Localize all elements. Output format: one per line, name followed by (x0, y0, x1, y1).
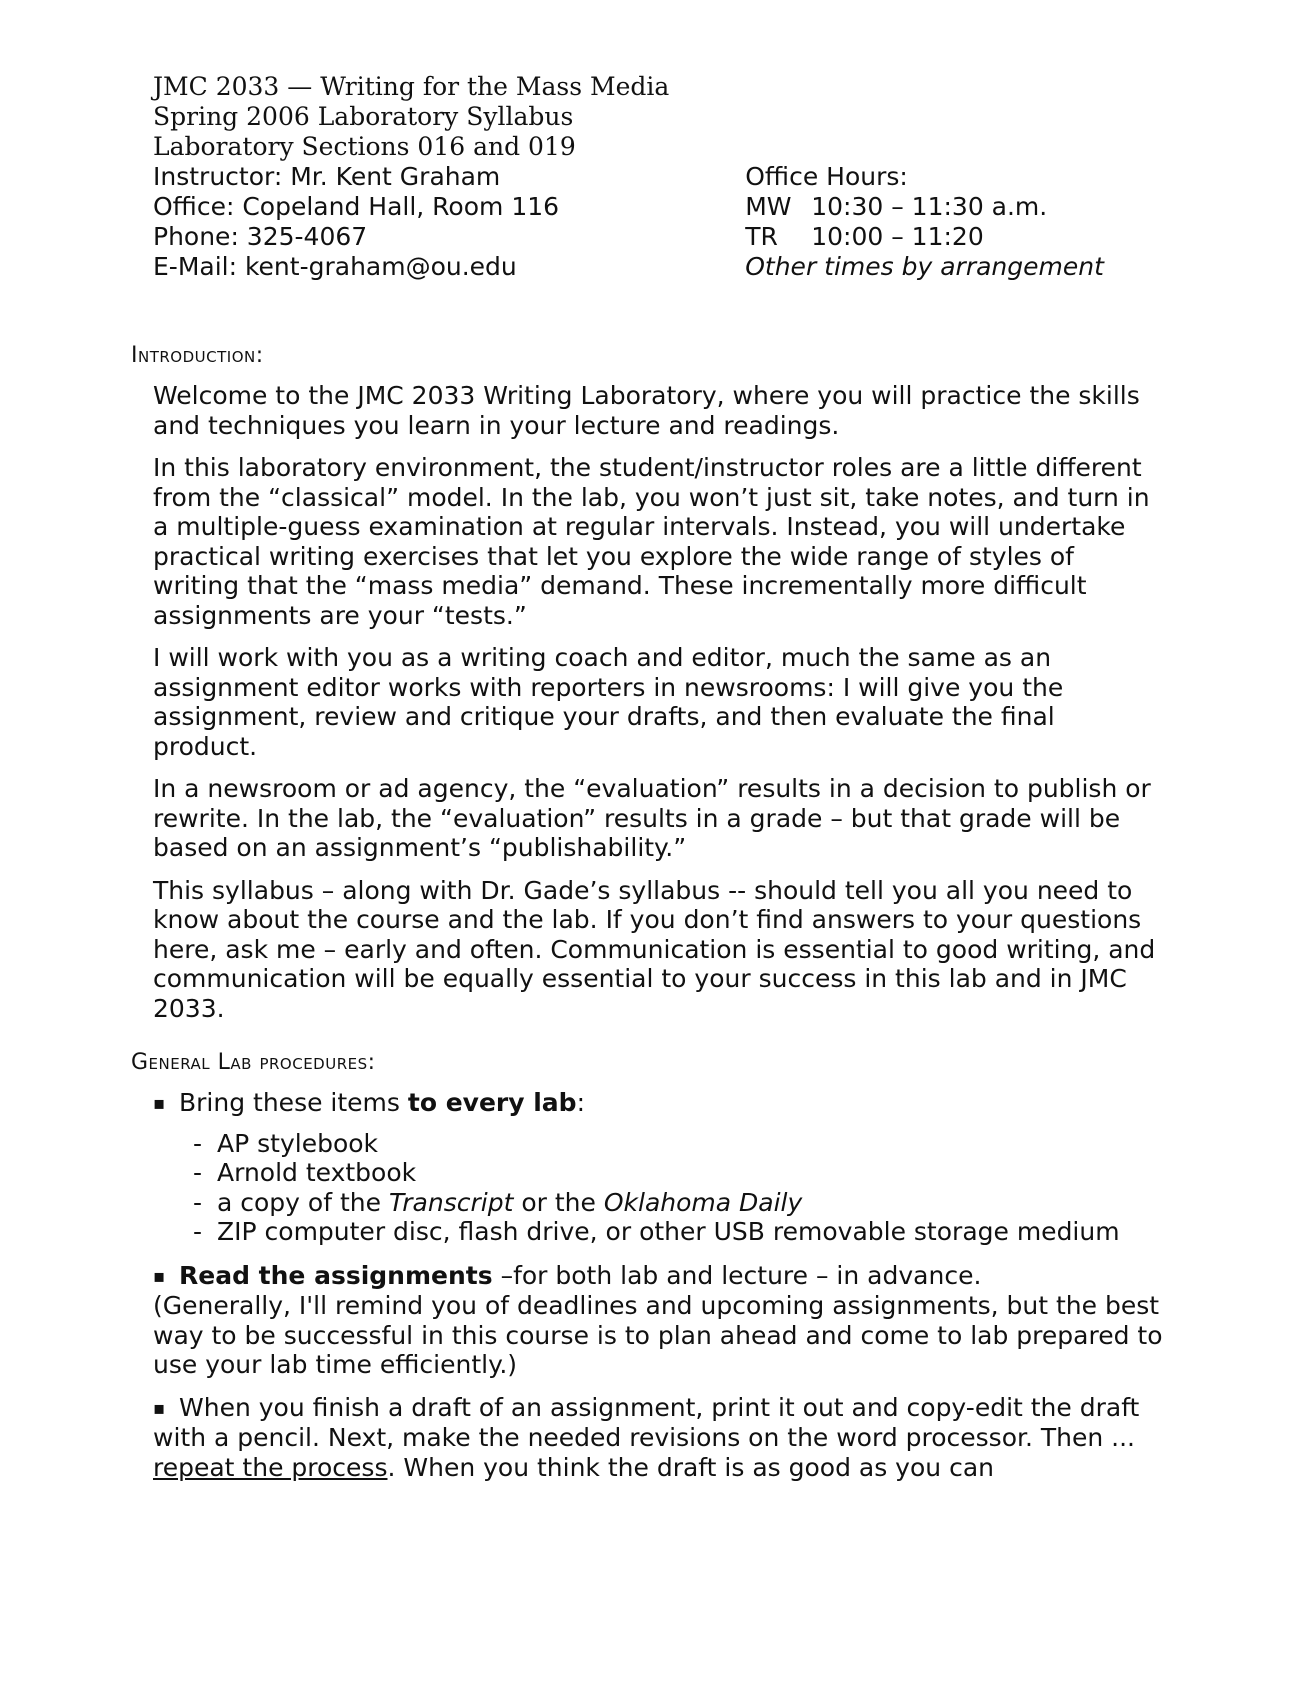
office-line: Office: Copeland Hall, Room 116 (153, 192, 560, 221)
intro-paragraph: I will work with you as a writing coach and editor, much the same as an assignment editor works with reporters in newsrooms: I will give you the assignment, review and critique your drafts, and then evaluate the final product. (153, 643, 1064, 761)
square-bullet-icon: ▪ (153, 1397, 166, 1419)
office-hours-time: 10:00 – 11:20 (811, 222, 984, 251)
procedure-bullet-bring: ▪ Bring these items to every lab: (153, 1088, 586, 1117)
introduction-body (153, 381, 1163, 1036)
procedures-heading: General Lab procedures: (131, 1050, 376, 1075)
syllabus-header (153, 72, 1153, 282)
list-item: - Arnold textbook (193, 1158, 417, 1187)
square-bullet-icon: ▪ (153, 1265, 166, 1287)
term-line: Spring 2006 Laboratory Syllabus (153, 102, 574, 131)
list-item: - ZIP computer disc, flash drive, or other USB removable storage medium (193, 1217, 1120, 1246)
office-hours-label: Office Hours: (745, 162, 908, 191)
items-list (193, 1129, 1163, 1247)
course-title: JMC 2033 — Writing for the Mass Media (153, 72, 670, 101)
office-hours-day: TR (745, 222, 778, 251)
office-hours-time: 10:30 – 11:30 a.m. (811, 192, 1048, 221)
intro-paragraph: In a newsroom or ad agency, the “evaluation” results in a decision to publish or rewrite. In the lab, the “evaluation” results in a grade – but that grade will be based on an assignment’s “publishability.” (153, 774, 1151, 862)
email-line: E-Mail: kent-graham@ou.edu (153, 252, 517, 281)
sections-line: Laboratory Sections 016 and 019 (153, 132, 576, 161)
list-item: - AP stylebook (193, 1128, 379, 1158)
instructor-line: Instructor: Mr. Kent Graham (153, 162, 501, 191)
square-bullet-icon: ▪ (153, 1093, 166, 1114)
office-hours-tr (745, 222, 1153, 252)
intro-paragraph: This syllabus – along with Dr. Gade’s syllabus -- should tell you all you need to know about the course and the lab. If you don’t find answers to your questions here, ask me – early and often. Communication is essential to good writing, and communication will be equally essential to your success in this lab and in JMC 2033. (153, 875, 1156, 1023)
procedures-body (153, 1088, 1163, 1482)
office-hours-day: MW (745, 192, 792, 221)
office-hours-mw (745, 192, 1153, 222)
phone-line: Phone: 325-4067 (153, 222, 368, 251)
intro-paragraph: Welcome to the JMC 2033 Writing Laboratory, where you will practice the skills and techniques you learn in your lecture and readings. (153, 381, 1140, 440)
introduction-heading: Introduction: (131, 343, 264, 368)
procedure-bullet-read: ▪ Read the assignments –for both lab and lecture – in advance. (153, 1260, 982, 1290)
procedure-bullet-draft: ▪ When you finish a draft of an assignment, print it out and copy-edit the draft with a pencil. Next, make the needed revisions on the word processor. Then ... repeat the process. When you think the draft is as good as you can (153, 1392, 1140, 1482)
procedure-note: (Generally, I'll remind you of deadlines and upcoming assignments, but the best way to be successful in this course is to plan ahead and come to lab prepared to use your lab time efficiently.) (153, 1291, 1163, 1379)
list-item: - a copy of the Transcript or the Oklahoma Daily (193, 1187, 803, 1217)
other-times: Other times by arrangement (745, 252, 1104, 281)
intro-paragraph: In this laboratory environment, the student/instructor roles are a little different from the “classical” model. In the lab, you won’t just sit, take notes, and turn in a multiple-guess examination at regular intervals. Instead, you will undertake practical writing exercises that let you explore the wide range of styles of writing that the “mass media” demand. These incrementally more difficult assignments are your “tests.” (153, 453, 1150, 630)
